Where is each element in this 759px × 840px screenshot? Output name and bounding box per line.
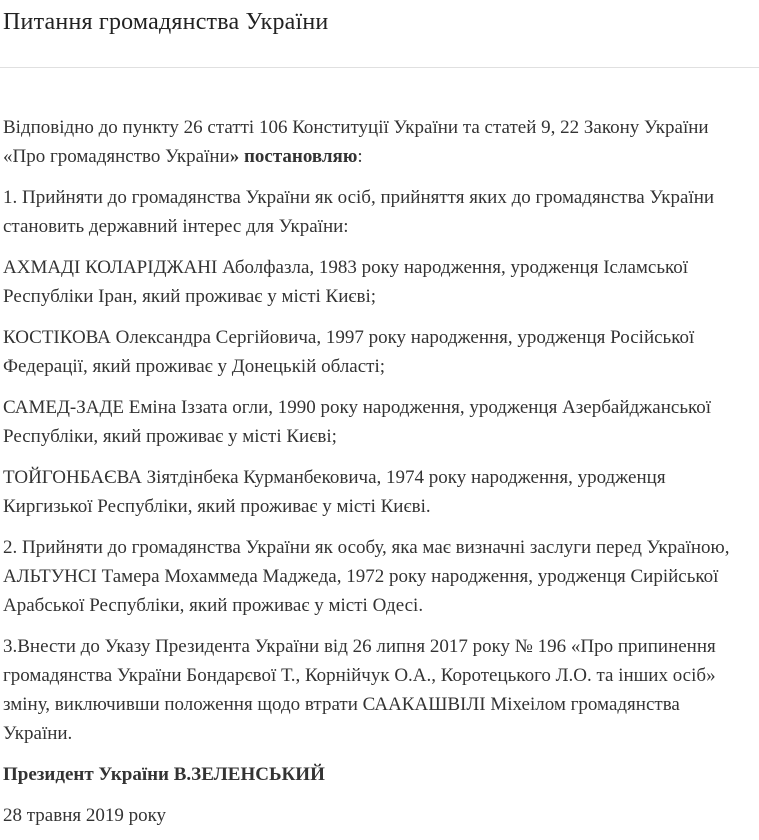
paragraph-person-1: АХМАДІ КОЛАРІДЖАНІ Аболфазла, 1983 року народження, уродженця Ісламської Республіки Іран, який проживає у місті Києві; — [3, 257, 689, 307]
paragraph-point3: 3.Внести до Указу Президента України від 26 липня 2017 року № 196 «Про припинення громадянства України Бондарєвої Т., Корнійчук О.А., Коротецького Л.О. та інших осіб» зміну, виключивши положення щодо втрати СААКАШВІЛІ Міхеілом громадянства України. — [3, 636, 716, 744]
intro-colon-run: : — [357, 146, 363, 167]
page-title: Питання громадянства України — [3, 9, 329, 35]
paragraph-point1: 1. Прийняти до громадянства України як осіб, прийняття яких до громадянства України становить державний інтерес для України: — [3, 187, 715, 237]
paragraph-person-4: ТОЙГОНБАЄВА Зіятдінбека Курманбековича, 1974 року народження, уродженця Киргизької Республіки, який проживає у місті Києві. — [3, 467, 666, 517]
decree-page — [0, 6, 759, 840]
paragraph-point2: 2. Прийняти до громадянства України як особу, яка має визначні заслуги перед Україною, АЛЬТУНСІ Тамера Мохаммеда Маджеда, 1972 року народження, уродженця Сирійської Арабської Республіки, який проживає у місті Одесі. — [3, 537, 730, 616]
paragraph-intro — [3, 113, 753, 171]
intro-text-run: Відповідно до пункту 26 статті 106 Конституції України та статей 9, 22 Закону України «Про громадянство України — [3, 117, 709, 167]
president-signature: Президент України В.ЗЕЛЕНСЬКИЙ — [3, 764, 325, 785]
decree-date: 28 травня 2019 року — [3, 805, 167, 826]
intro-bold-run: » постановляю — [229, 146, 358, 167]
paragraph-person-3: САМЕД-ЗАДЕ Еміна Іззата огли, 1990 року народження, уродженця Азербайджанської Республіки, який проживає у місті Києві; — [3, 397, 712, 447]
paragraph-person-2: КОСТІКОВА Олександра Сергійовича, 1997 року народження, уродженця Російської Федерації, який проживає у Донецькій області; — [3, 327, 695, 377]
title-divider — [0, 67, 759, 68]
decree-body — [3, 113, 753, 830]
